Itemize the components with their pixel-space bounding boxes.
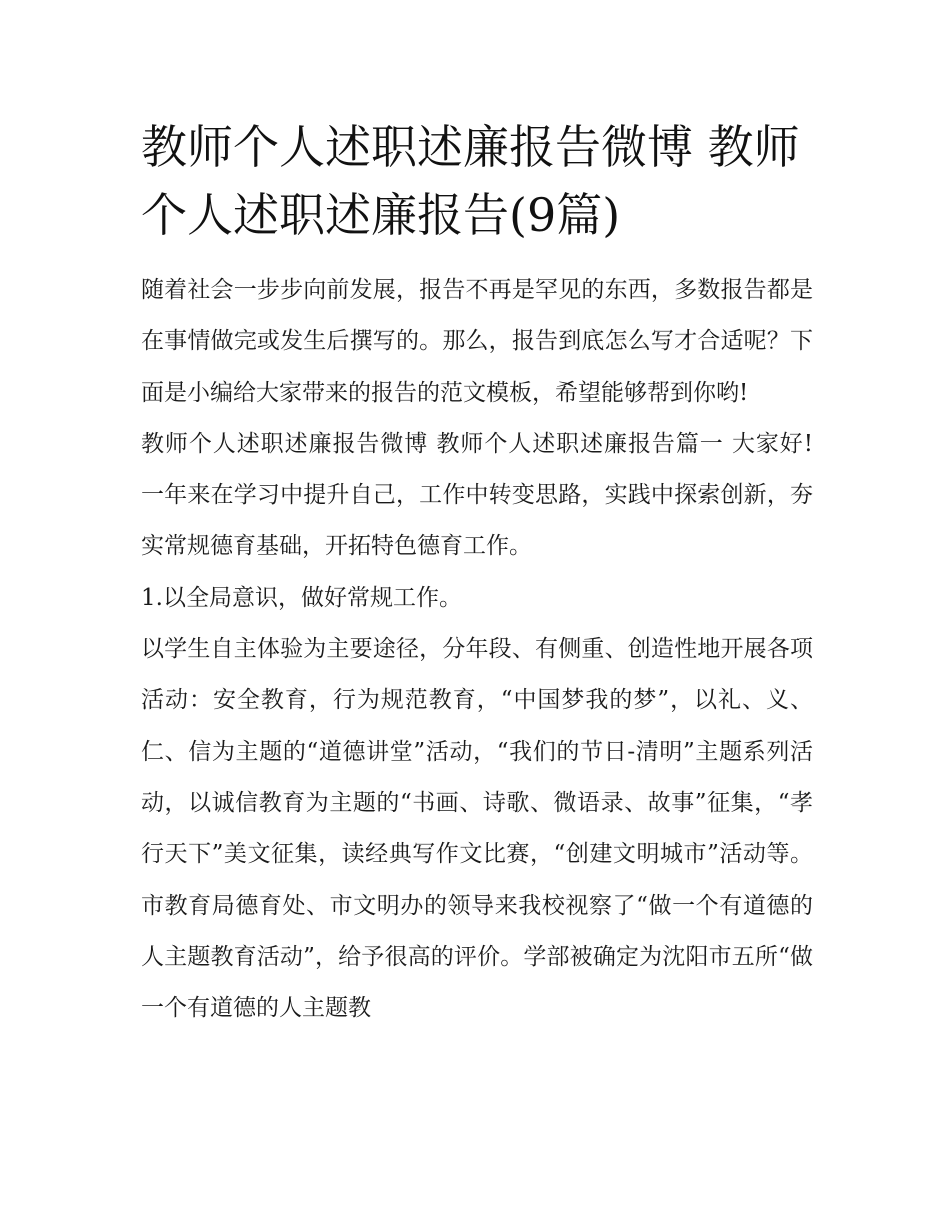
document-content xyxy=(141,113,813,1034)
intro-paragraph: 随着社会一步步向前发展，报告不再是罕见的东西，多数报告都是在事情做完或发生后撰写的。那么，报告到底怎么写才合适呢？下面是小编给大家带来的报告的范文模板，希望能够帮到你哟! xyxy=(141,277,813,406)
body-paragraph-opening: 教师个人述职述廉报告微博 教师个人述职述廉报告篇一 大家好! 一年来在学习中提升自己，工作中转变思路，实践中探索创新，夯实常规德育基础，开拓特色德育工作。 xyxy=(141,430,813,560)
section-heading-1: 1.以全局意识，做好常规工作。 xyxy=(141,584,462,611)
document-title: 教师个人述职述廉报告微博 教师个人述职述廉报告(9篇) xyxy=(141,120,800,242)
body-paragraph-activities: 以学生自主体验为主要途径，分年段、有侧重、创造性地开展各项活动：安全教育，行为规范教育，“中国梦我的梦”，以礼、义、仁、信为主题的“道德讲堂”活动，“我们的节日-清明”主题系列活动，以诚信教育为主题的“书画、诗歌、微语录、故事”征集，“孝行天下”美文征集，读经典写作文比赛，“创建文明城市”活动等。市教育局德育处、市文明办的领导来我校视察了“做一个有道德的人主题教育活动”，给予很高的评价。学部被确定为沈阳市五所“做一个有道德的人主题教 xyxy=(141,636,813,1022)
